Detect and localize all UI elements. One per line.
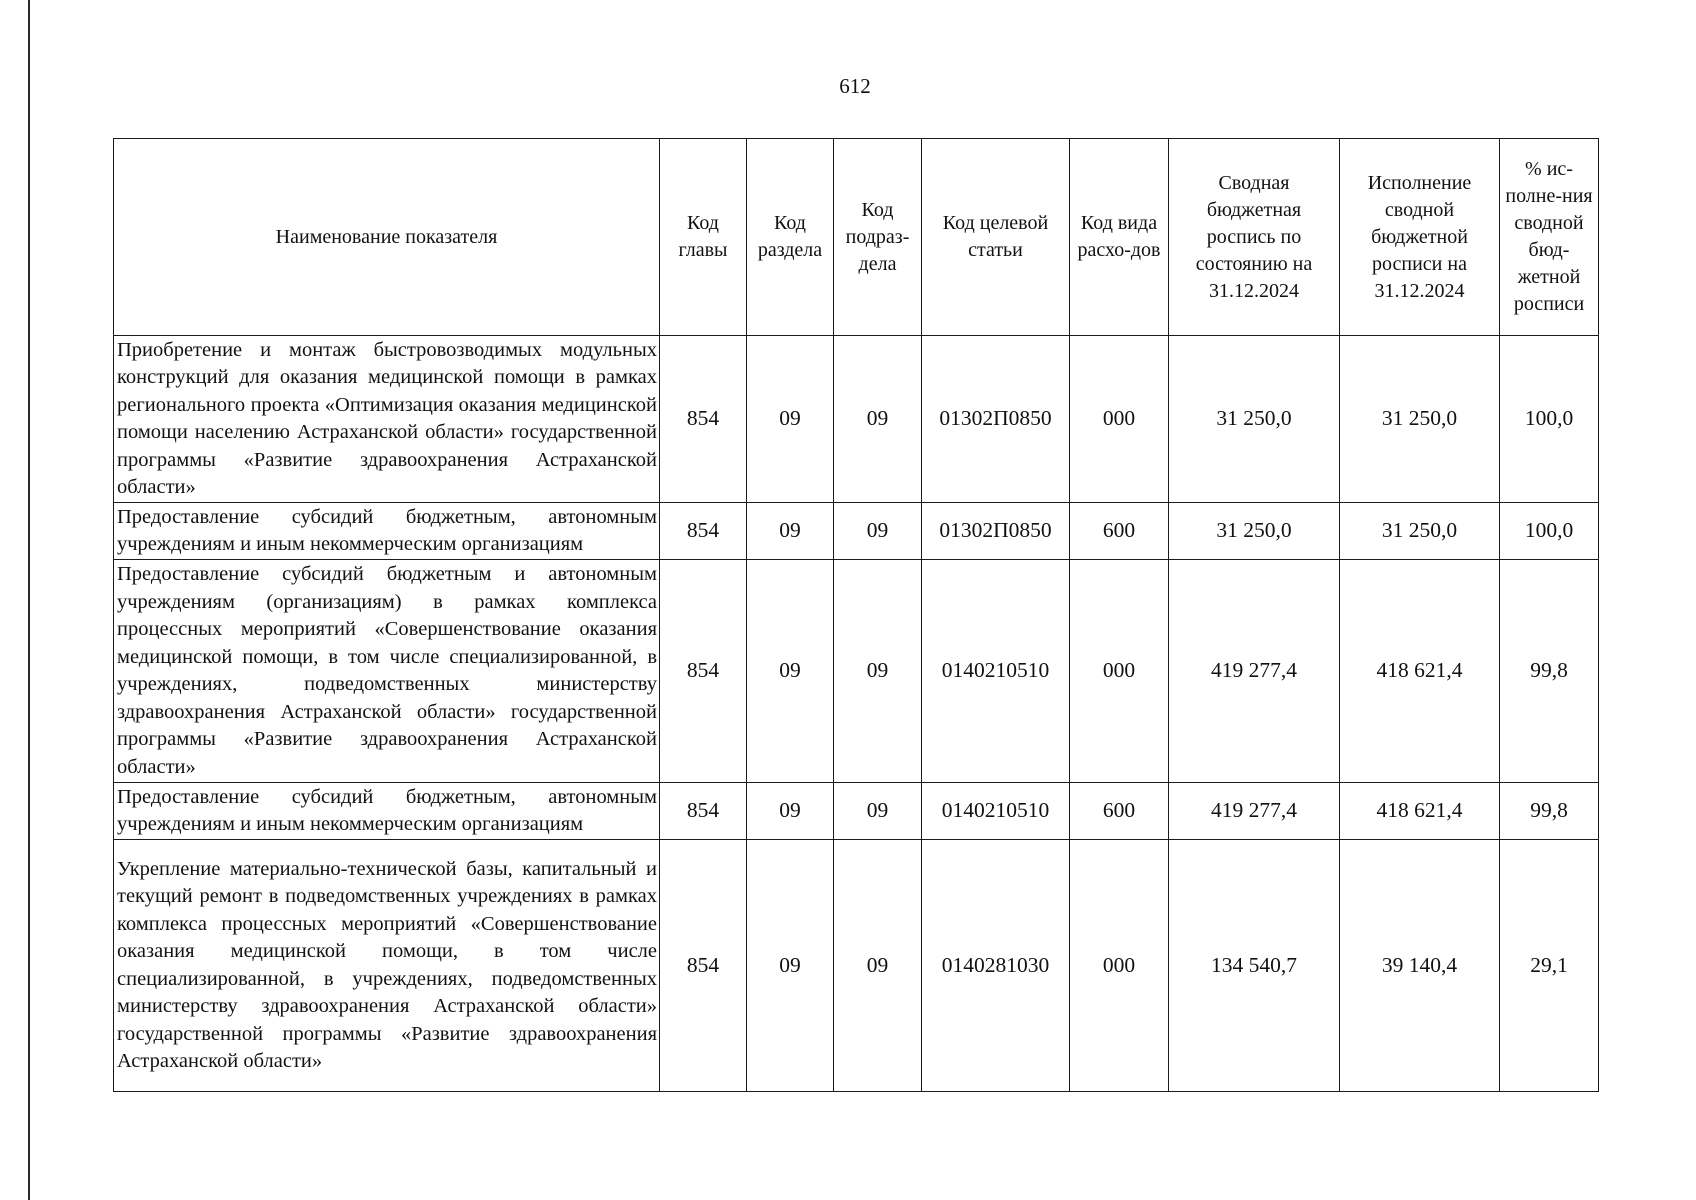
cell-percent: 100,0	[1500, 336, 1599, 503]
cell-planned: 134 540,7	[1169, 840, 1340, 1092]
cell-expense-type: 000	[1070, 840, 1169, 1092]
cell-name: Предоставление субсидий бюджетным, автономным учреждениям и иным некоммерческим организациям	[114, 783, 660, 840]
cell-percent: 99,8	[1500, 560, 1599, 783]
table-row	[114, 783, 1599, 840]
cell-subsection: 09	[834, 503, 922, 560]
cell-name: Предоставление субсидий бюджетным, автономным учреждениям и иным некоммерческим организациям	[114, 503, 660, 560]
cell-expense-type: 000	[1070, 560, 1169, 783]
cell-name: Приобретение и монтаж быстровозводимых модульных конструкций для оказания медицинской помощи в рамках регионального проекта «Оптимизация оказания медицинской помощи населению Астраханской области» государственной программы «Развитие здравоохранения Астраханской области»	[114, 336, 660, 503]
cell-subsection: 09	[834, 336, 922, 503]
cell-target: 0140210510	[922, 783, 1070, 840]
cell-percent: 100,0	[1500, 503, 1599, 560]
cell-executed: 31 250,0	[1340, 503, 1500, 560]
cell-target: 0140210510	[922, 560, 1070, 783]
header-name: Наименование показателя	[114, 139, 660, 336]
table-header-row	[114, 139, 1599, 336]
budget-execution-table	[113, 138, 1599, 1092]
cell-section: 09	[747, 336, 834, 503]
cell-executed: 418 621,4	[1340, 783, 1500, 840]
cell-chapter: 854	[660, 336, 747, 503]
cell-expense-type: 000	[1070, 336, 1169, 503]
header-expense-type-code: Код вида расхо-дов	[1070, 139, 1169, 336]
page-number: 612	[839, 74, 871, 98]
cell-subsection: 09	[834, 783, 922, 840]
table-row	[114, 336, 1599, 503]
header-subsection-code: Код подраз-дела	[834, 139, 922, 336]
cell-expense-type: 600	[1070, 783, 1169, 840]
cell-planned: 419 277,4	[1169, 560, 1340, 783]
cell-section: 09	[747, 503, 834, 560]
table-row	[114, 840, 1599, 1092]
header-planned: Сводная бюджетная роспись по состоянию на 31.12.2024	[1169, 139, 1340, 336]
cell-name: Укрепление материально-технической базы, капитальный и текущий ремонт в подведомственных учреждениях в рамках комплекса процессных мероприятий «Совершенствование оказания медицинской помощи, в том числе специализированной, в учреждениях, подведомственных министерству здравоохранения Астраханской области» государственной программы «Развитие здравоохранения Астраханской области»	[114, 840, 660, 1092]
cell-planned: 31 250,0	[1169, 336, 1340, 503]
cell-section: 09	[747, 560, 834, 783]
cell-executed: 418 621,4	[1340, 560, 1500, 783]
cell-name: Предоставление субсидий бюджетным и автономным учреждениям (организациям) в рамках комплекса процессных мероприятий «Совершенствование оказания медицинской помощи, в том числе специализированной, в учреждениях, подведомственных министерству здравоохранения Астраханской области» государственной программы «Развитие здравоохранения Астраханской области»	[114, 560, 660, 783]
cell-section: 09	[747, 840, 834, 1092]
table-row	[114, 560, 1599, 783]
header-percent: % ис-полне-ния сводной бюд-жетной росписи	[1500, 139, 1599, 336]
cell-subsection: 09	[834, 560, 922, 783]
table-row	[114, 503, 1599, 560]
cell-subsection: 09	[834, 840, 922, 1092]
cell-target: 0140281030	[922, 840, 1070, 1092]
header-executed: Исполнение сводной бюджетной росписи на 31.12.2024	[1340, 139, 1500, 336]
header-section-code: Код раздела	[747, 139, 834, 336]
cell-chapter: 854	[660, 503, 747, 560]
cell-section: 09	[747, 783, 834, 840]
cell-target: 01302П0850	[922, 503, 1070, 560]
cell-target: 01302П0850	[922, 336, 1070, 503]
cell-executed: 39 140,4	[1340, 840, 1500, 1092]
header-target-code: Код целевой статьи	[922, 139, 1070, 336]
cell-chapter: 854	[660, 560, 747, 783]
cell-chapter: 854	[660, 840, 747, 1092]
page-edge-line	[28, 0, 30, 1200]
cell-percent: 29,1	[1500, 840, 1599, 1092]
cell-executed: 31 250,0	[1340, 336, 1500, 503]
cell-expense-type: 600	[1070, 503, 1169, 560]
cell-planned: 31 250,0	[1169, 503, 1340, 560]
header-chapter-code: Код главы	[660, 139, 747, 336]
cell-planned: 419 277,4	[1169, 783, 1340, 840]
cell-chapter: 854	[660, 783, 747, 840]
cell-percent: 99,8	[1500, 783, 1599, 840]
